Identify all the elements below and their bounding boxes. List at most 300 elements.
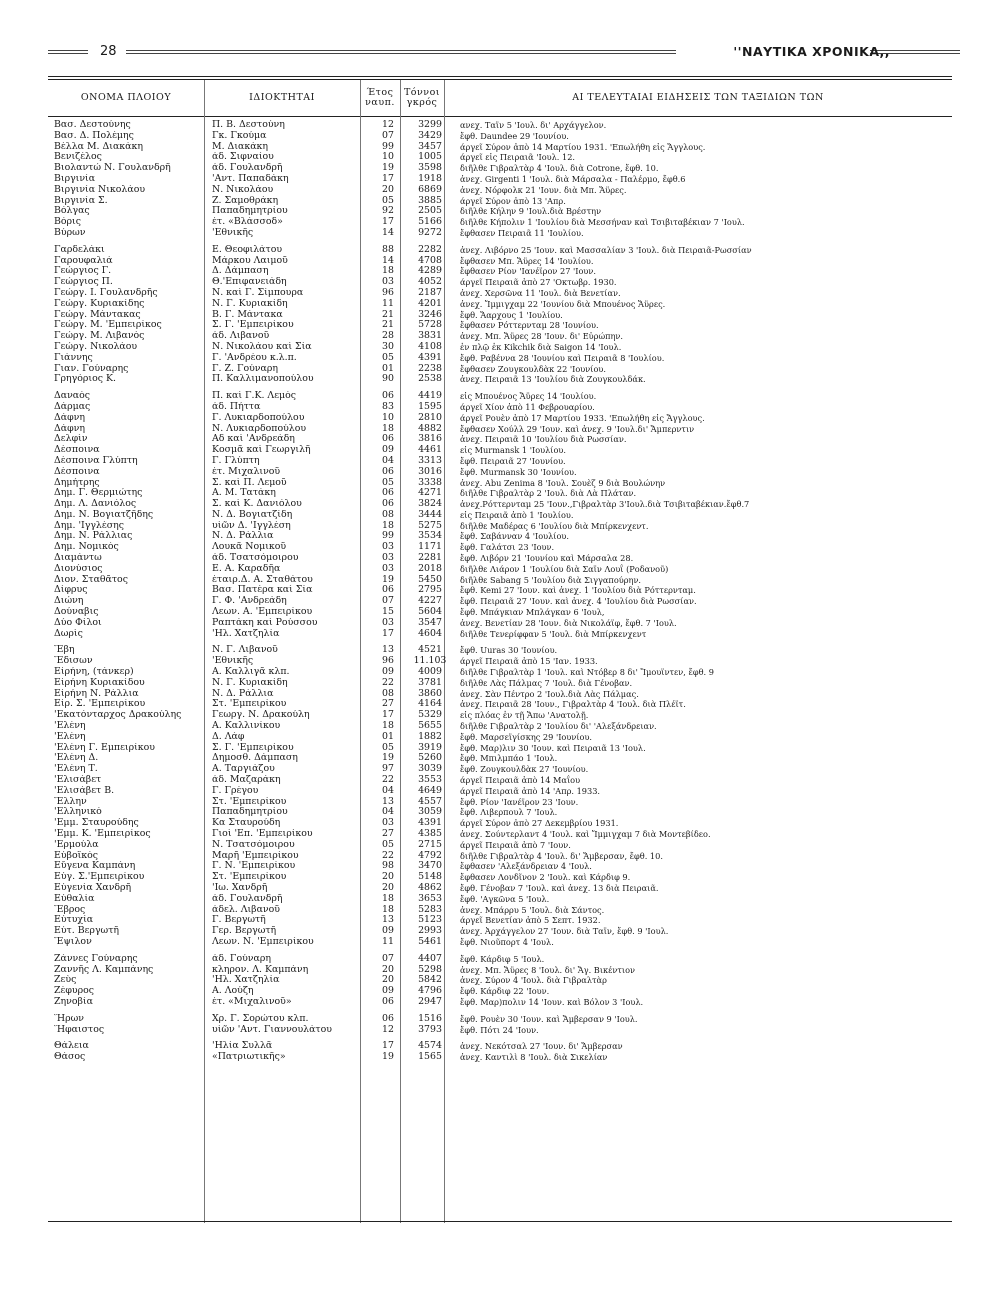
gross-tons: 2238 (418, 363, 442, 374)
table-row (52, 997, 952, 1008)
table-row (52, 656, 952, 667)
table-row (52, 840, 952, 851)
owner: Σ. καὶ Π. Λεμοῦ (212, 477, 287, 488)
ship-name: Δάφνη (54, 423, 85, 434)
latest-news: ἀνεχ. Πειραιᾶ 10 'Ιουλίου διὰ Ρωσσίαν. (460, 434, 627, 445)
gross-tons: 4882 (418, 423, 442, 434)
ship-name: Ἔλλην (54, 796, 87, 807)
latest-news: ἔφθ. Γένοβαν 7 'Ιουλ. καὶ ἀνεχ. 13 διὰ Πειραιᾶ. (460, 882, 659, 893)
latest-news: ἀνεχ. Abu Zenima 8 'Ιουλ. Σουὲζ 9 διὰ Βουλώνην (460, 477, 666, 488)
owner: Ν. Γ. Κυριακίδη (212, 677, 288, 688)
latest-news: διῆλθε Γιβραλτὰρ 4 'Ιουλ. διὰ Cotrone, ἔφθ. 10. (460, 163, 659, 174)
ship-name: Γεώργ. Μ. 'Εμπειρίκος (54, 320, 162, 331)
ship-name: Δημ. Νομικὸς (54, 542, 119, 553)
table-top-rule (48, 76, 952, 77)
owner: ἑταιρ.Δ. Α. Σταθάτου (212, 574, 313, 585)
table-row (52, 986, 952, 997)
gross-tons: 3919 (418, 742, 442, 753)
table-row (52, 206, 952, 217)
latest-news: εἰς Μπουένος Ἄϋρες 14 'Ιουλίου. (460, 391, 597, 402)
ship-name: Εὐβοϊκὸς (54, 850, 99, 861)
latest-news: ἔφθ. Daundee 29 'Ιουνίου. (460, 130, 569, 141)
latest-news: ἔφθασεν Ρίον 'Ιανέϊρον 27 'Ιουν. (460, 266, 596, 277)
year-built: 09 (382, 667, 394, 678)
owner: Λεων. Α. 'Εμπειρίκου (212, 607, 313, 618)
year-built: 06 (382, 1013, 394, 1024)
table-row (52, 764, 952, 775)
owner: Π. Καλλιμανοπούλου (212, 374, 314, 385)
latest-news: ἔφθ. Ἄαρχους 1 'Ιουλίου. (460, 309, 563, 320)
latest-news: διῆλθε Γιβραλτὰρ 1 'Ιουλ. καὶ Ντόβερ 8 δι' Ἴμουϊντεν, ἔφθ. 9 (460, 667, 714, 678)
year-built: 19 (382, 1052, 394, 1063)
year-built: 08 (382, 688, 394, 699)
year-built: 21 (382, 320, 394, 331)
ship-name: Δωρὶς (54, 628, 83, 639)
latest-news: άργεῖ Πειραιᾶ ἀπὸ 27 'Οκτωβρ. 1930. (460, 277, 617, 288)
ship-name: Γαρουφαλιά (54, 255, 113, 266)
gross-tons: 3816 (418, 434, 442, 445)
table-row (52, 926, 952, 937)
ship-name: Δέσποινα (54, 466, 100, 477)
table-row (52, 851, 952, 862)
ship-name: Γαρδελάκι (54, 244, 105, 255)
owner: Κα Σταυρούδη (212, 818, 281, 829)
owner: Λουκᾶ Νομικοῦ (212, 542, 287, 553)
header-rule-left (48, 50, 88, 54)
year-built: 11 (382, 298, 394, 309)
year-built: 20 (382, 872, 394, 883)
table-row (52, 142, 952, 153)
ship-name: Εὔγενα Καμπάνη (54, 861, 136, 872)
latest-news: διῆλθε Κήπολιν 1 'Ιουλίου διὰ Μεσσήναν καὶ Τσιβιταβέκιαν 7 'Ιουλ. (460, 217, 745, 228)
owner: Δημοσθ. Δάμπαση (212, 753, 298, 764)
ship-name: 'Ελένη (54, 721, 86, 732)
ship-name: Εὐτυχία (54, 915, 94, 926)
table-row (52, 894, 952, 905)
ship-name: Γιαν. Γούναρης (54, 363, 129, 374)
latest-news: ἔφθ. Πειραιᾶ 27 'Ιουν. καὶ ἀνεχ. 4 'Ιουλίου διὰ Ρωσσίαν. (460, 596, 697, 607)
owner: Γκ. Γκούμα (212, 130, 267, 141)
latest-news: ἀνεχ. Νόρφολκ 21 'Ιουν. διὰ Μπ. Ἄϋρες. (460, 184, 627, 195)
table-row (52, 163, 952, 174)
col-header-name: ΟΝΟΜΑ ΠΛΟΙΟΥ (80, 92, 172, 103)
gross-tons: 1171 (418, 542, 442, 553)
ship-name: Εὐγ. Σ.'Εμπειρίκου (54, 872, 145, 883)
ship-name: Βόλγας (54, 206, 90, 217)
ship-name: Διονύσιος (54, 563, 103, 574)
table-row (52, 915, 952, 926)
table-row (52, 445, 952, 456)
latest-news: ἀνεχ. Girgenti 1 'Ιουλ. διὰ Μάρσαλα - Παλέρμο, ἔφθ.6 (460, 173, 686, 184)
latest-news: ἀνεχ.Ρόττερνταμ 25 'Ιουν.,Γιβραλτὰρ 3'Ιουλ.διὰ Τσιβιταβέκιαν.ἔφθ.7 (460, 499, 750, 510)
ship-name: Ζάννες Γούναρης (54, 953, 138, 964)
table-row (52, 905, 952, 916)
ship-name: Βιργινία Σ. (54, 195, 108, 206)
year-built: 22 (382, 850, 394, 861)
owner: Ραπτάκη καὶ Ρούσσου (212, 617, 318, 628)
year-built: 96 (382, 656, 394, 667)
year-built: 01 (382, 363, 394, 374)
gross-tons: 3457 (418, 141, 442, 152)
owner: Μαρῆ 'Εμπειρίκου (212, 850, 299, 861)
gross-tons: 4391 (418, 818, 442, 829)
table-row (52, 510, 952, 521)
owner: Π. καὶ Γ.Κ. Λεμὸς (212, 391, 297, 402)
year-built: 06 (382, 585, 394, 596)
table-row (52, 786, 952, 797)
table-row (52, 1052, 952, 1063)
ship-name: 'Ελληνικὸ (54, 807, 102, 818)
gross-tons: 3553 (418, 775, 442, 786)
table-row (52, 402, 952, 413)
owner: ἐτ. «Βλάσσοδ» (212, 217, 283, 228)
latest-news: ἔφθ. Murmansk 30 'Ιουνίου. (460, 466, 577, 477)
year-built: 96 (382, 287, 394, 298)
table-row (52, 256, 952, 267)
ship-name: 'Ελισάβετ (54, 775, 102, 786)
gross-tons: 4391 (418, 352, 442, 363)
year-built: 03 (382, 818, 394, 829)
year-built: 20 (382, 882, 394, 893)
owner: ἀδελ. Λιβανοῦ (212, 904, 280, 915)
owner: Στ. 'Εμπειρίκου (212, 872, 287, 883)
gross-tons: 4407 (418, 953, 442, 964)
ship-name: Ἔψιλον (54, 936, 92, 947)
latest-news: διῆλθε Κήλην 9 'Ιουλ.διὰ Βρέστην (460, 206, 602, 217)
table-row (52, 310, 952, 321)
latest-news: άργεῖ Σύρον ἀπὸ 27 Δεκεμβρίου 1931. (460, 818, 619, 829)
gross-tons: 4201 (418, 298, 442, 309)
gross-tons: 3653 (418, 893, 442, 904)
gross-tons: 3429 (418, 130, 442, 141)
gross-tons: 4862 (418, 882, 442, 893)
ship-table-body (52, 120, 952, 1063)
year-built: 07 (382, 130, 394, 141)
owner: Ε. Θεοφιλάτου (212, 244, 283, 255)
gross-tons: 2715 (418, 839, 442, 850)
table-row (52, 689, 952, 700)
gross-tons: 4009 (418, 667, 442, 678)
gross-tons: 2018 (418, 563, 442, 574)
year-built: 05 (382, 195, 394, 206)
table-row (52, 185, 952, 196)
owner: Λεων. Ν. 'Εμπειρίκου (212, 936, 314, 947)
table-row (52, 732, 952, 743)
year-built: 06 (382, 499, 394, 510)
latest-news: ἀνεχ. Μπάρρυ 5 'Ιουλ. διὰ Σάντος. (460, 904, 605, 915)
latest-news: άργεῖ Σύρον ἀπὸ 13 'Απρ. (460, 195, 566, 206)
ship-name: Γεώργ. Ι. Γουλανδρῆς (54, 287, 158, 298)
latest-news: ἀνεχ. Μπ. Ἄϋρες 28 'Ιουν. δι' Εὐρώπην. (460, 331, 624, 342)
latest-news: άργεῖ Βενετίαν ἀπὸ 5 Σεπτ. 1932. (460, 915, 601, 926)
table-row (52, 288, 952, 299)
owner: Ν. Γ. Λιβανοῦ (212, 645, 278, 656)
owner: Παπαδημητρίου (212, 807, 288, 818)
ship-name: Εὐθαλία (54, 893, 95, 904)
gross-tons: 4108 (418, 341, 442, 352)
ship-name: Δημ. Ν. Βογιατζῆδης (54, 509, 154, 520)
owner: Γ. Βεργωτῆ (212, 915, 266, 926)
latest-news: ἀνεχ. Καντιλὶ 8 'Ιουλ. διὰ Σικελίαν (460, 1052, 608, 1063)
gross-tons: 3534 (418, 531, 442, 542)
gross-tons: 5260 (418, 753, 442, 764)
gross-tons: 3059 (418, 807, 442, 818)
table-row (52, 667, 952, 678)
table-row (52, 829, 952, 840)
owner: Γ. Λυκιαρδοπούλου (212, 412, 305, 423)
latest-news: ἔφθ. Μαρσεϊγίσκης 29 'Ιουνίου. (460, 731, 593, 742)
year-built: 18 (382, 904, 394, 915)
ship-name: Γιάννης (54, 352, 93, 363)
gross-tons: 5275 (418, 520, 442, 531)
year-built: 03 (382, 277, 394, 288)
year-built: 07 (382, 953, 394, 964)
latest-news: ἐν πλῷ ἐκ Kikchik διὰ Saigon 14 'Ιουλ. (460, 341, 622, 352)
table-row (52, 678, 952, 689)
year-built: 05 (382, 352, 394, 363)
year-built: 06 (382, 488, 394, 499)
table-row (52, 542, 952, 553)
table-row (52, 353, 952, 364)
latest-news: ἔφθ. Μπιλμπάο 1 'Ιουλ. (460, 753, 558, 764)
owner: Α. Ταργιάζου (212, 764, 275, 775)
ship-name: 'Εκατόνταρχος Δρακούλης (54, 710, 182, 721)
year-built: 03 (382, 563, 394, 574)
ship-name: Εἰρήνη, (τάνκερ) (54, 667, 134, 678)
latest-news: ἔφθ. Λιβόρν 21 'Ιουνίου καὶ Μάρσαλα 28. (460, 553, 634, 564)
ship-name: Βιργινία (54, 173, 96, 184)
table-bottom-rule (48, 1221, 952, 1222)
owner: Γιοὶ 'Επ. 'Εμπειρίκου (212, 829, 313, 839)
year-built: 03 (382, 553, 394, 564)
gross-tons: 5166 (418, 217, 442, 228)
year-built: 13 (382, 796, 394, 807)
ship-name: 'Ερμούλα (54, 839, 99, 850)
gross-tons: 2538 (418, 374, 442, 385)
latest-news: άργεῖ Πειραιᾶ ἀπὸ 14 'Απρ. 1933. (460, 785, 601, 796)
ship-name: Δαναὸς (54, 391, 91, 402)
owner: Δ. Λάφ (212, 731, 245, 742)
year-built: 30 (382, 341, 394, 352)
owner: Ν. Δ. Ράλλια (212, 531, 274, 542)
ship-name: Δημ. Γ. Θερμιώτης (54, 488, 143, 499)
gross-tons: 5461 (418, 936, 442, 947)
year-built: 06 (382, 391, 394, 402)
gross-tons: 3444 (418, 509, 442, 520)
latest-news: εἰς Πειραιᾶ ἀπὸ 1 'Ιουλίου. (460, 509, 574, 520)
ship-name: Γεώργ. Κυριακίδης (54, 298, 145, 309)
ship-name: Βιργινία Νικολάου (54, 184, 146, 195)
owner: Αδ καὶ 'Ανδρεάδη (212, 434, 295, 445)
gross-tons: 5283 (418, 904, 442, 915)
ship-name: Βόρις (54, 217, 81, 228)
year-built: 05 (382, 477, 394, 488)
year-built: 17 (382, 710, 394, 721)
latest-news: ἀνεχ. Σούντερλαντ 4 'Ιουλ. καὶ Ἴμμιγχαμ 7 διὰ Μοντεβίδεο. (460, 829, 711, 839)
year-built: 21 (382, 309, 394, 320)
gross-tons: 4604 (418, 628, 442, 639)
owner: «Πατριωτικῆς» (212, 1052, 286, 1063)
table-row (52, 553, 952, 564)
year-built: 18 (382, 721, 394, 732)
table-row (52, 797, 952, 808)
owner: Ν. Νικολάου καὶ Σία (212, 341, 312, 352)
year-built: 01 (382, 731, 394, 742)
owner: Ν. Νικολάου (212, 184, 274, 195)
gross-tons: 5123 (418, 915, 442, 926)
table-row (52, 391, 952, 402)
ship-name: Ἔδισων (54, 656, 93, 667)
gross-tons: 2993 (418, 926, 442, 937)
gross-tons: 5298 (418, 964, 442, 975)
gross-tons: 3547 (418, 617, 442, 628)
latest-news: ἔφθ. Κάρδιφ 22 'Ιουν. (460, 986, 550, 997)
gross-tons: 4521 (418, 645, 442, 656)
owner: ἀδ. Γουλανδρῆ (212, 163, 283, 174)
ship-name: Ἔβη (54, 645, 75, 656)
ship-name: Γεώργ. Μ. Λιβανὸς (54, 331, 145, 342)
table-row (52, 299, 952, 310)
table-row (52, 775, 952, 786)
col-header-year: Έτος ναυπ. (365, 87, 395, 108)
ship-name: Δελφὶν (54, 434, 88, 445)
ship-name: Βιολαντώ Ν. Γουλανδρῆ (54, 163, 171, 174)
ship-name: Εἰρήνη Ν. Ράλλια (54, 688, 139, 699)
owner: Βασ. Πατέρα καὶ Σία (212, 585, 313, 596)
owner: 'Εθνικῆς (212, 227, 254, 238)
table-row (52, 721, 952, 732)
table-row (52, 699, 952, 710)
ship-name: Ζέφυρος (54, 986, 95, 997)
latest-news: διῆλθε Λιάρον 1 'Ιουλίου διὰ Σαϊν Λουΐ (Ροδανοῦ) (460, 563, 669, 574)
col-header-tons: Τόννοι γκρός (403, 87, 441, 108)
owner: ἀδ. Λιβανοῦ (212, 331, 270, 342)
owner: Ζ. Σαμοθράκη (212, 195, 279, 206)
year-built: 17 (382, 1041, 394, 1052)
table-row (52, 499, 952, 510)
year-built: 09 (382, 986, 394, 997)
table-row (52, 975, 952, 986)
year-built: 05 (382, 742, 394, 753)
owner: Παπαδημητρίου (212, 206, 288, 217)
owner: Σ. Γ. 'Εμπειρίκου (212, 320, 294, 331)
table-row (52, 456, 952, 467)
gross-tons: 3246 (418, 309, 442, 320)
owner: υἱῶν 'Αντ. Γιαννουλάτου (212, 1024, 332, 1035)
latest-news: διῆλθε Τενερίφφαν 5 'Ιουλ. διὰ Μπίρκενχεντ (460, 628, 647, 639)
ship-name: Δάφνη (54, 412, 85, 423)
latest-news: ἔφθ. Μαρ)πολιν 14 'Ιουν. καὶ Βόλον 3 'Ιουλ. (460, 996, 644, 1007)
table-row (52, 374, 952, 385)
year-built: 13 (382, 645, 394, 656)
year-built: 11 (382, 936, 394, 947)
ship-name: Ἥρων (54, 1013, 84, 1024)
ship-name: Δύο Φίλοι (54, 617, 102, 628)
ship-name: Δημ. Λ. Δανιόλος (54, 499, 137, 510)
owner: Μ. Διακάκη (212, 141, 269, 152)
year-built: 97 (382, 764, 394, 775)
latest-news: ἔφθ. Ρίον 'Ιανέϊρον 23 'Ιουν. (460, 796, 579, 807)
gross-tons: 11.103 (413, 656, 447, 667)
table-row (52, 413, 952, 424)
year-built: 03 (382, 617, 394, 628)
table-row (52, 331, 952, 342)
year-built: 22 (382, 677, 394, 688)
gross-tons: 5842 (418, 975, 442, 986)
year-built: 22 (382, 775, 394, 786)
owner: Ν. Δ. Ράλλια (212, 688, 274, 699)
latest-news: άργεῖ Πειραιᾶ ἀπὸ 7 'Ιουν. (460, 839, 571, 850)
ship-name: Δημ. Ν. Ράλλιας (54, 531, 133, 542)
latest-news: ἀνεχ. Σύρον 4 'Ιουλ. διὰ Γιβραλτὰρ (460, 975, 607, 986)
table-row (52, 618, 952, 629)
latest-news: ἀνεχ. Νεκότσαλ 27 'Ιουν. δι' Ἄμβερσαν (460, 1041, 623, 1052)
ship-name: Ἥφαιστος (54, 1024, 105, 1035)
owner: Α. Λούζη (212, 986, 254, 997)
gross-tons: 3793 (418, 1024, 442, 1035)
latest-news: διῆλθε Μαδέρας 6 'Ιουλίου διὰ Μπίρκενχεντ. (460, 520, 649, 531)
table-row (52, 228, 952, 239)
owner: ἐτ. Μιχαλινοῦ (212, 466, 281, 477)
latest-news: άργεῖ Χίον ἀπὸ 11 Φεβρουαρίου. (460, 401, 595, 412)
ship-name: Δημήτρης (54, 477, 100, 488)
ship-name: 'Εμμ. Κ. 'Εμπειρίκος (54, 829, 151, 839)
owner: 'Εθνικῆς (212, 656, 254, 667)
table-row (52, 564, 952, 575)
ship-name: Ἔβρος (54, 904, 86, 915)
gross-tons: 9272 (418, 227, 442, 238)
latest-news: ἔφθασεν 'Αλεξάνδρειαν 4 'Ιουλ. (460, 861, 592, 872)
table-row (52, 596, 952, 607)
owner: Ν. Τσατσόμοιρου (212, 839, 295, 850)
owner: Ν. Λυκιαρδοπούλου (212, 423, 307, 434)
col-header-owner: ΙΔΙΟΚΤΗΤΑΙ (249, 92, 315, 103)
latest-news: ἔφθ. Νιοῦπορτ 4 'Ιουλ. (460, 936, 554, 947)
latest-news: ἔφθ. Ραβέννα 28 'Ιουνίου καὶ Πειραιᾶ 8 'Ιουλίου. (460, 352, 665, 363)
owner: Σ. καὶ Κ. Δανιόλου (212, 499, 302, 510)
ship-name: Βύρων (54, 227, 86, 238)
ship-name: Γεώργ. Νικολάου (54, 341, 138, 352)
table-row (52, 364, 952, 375)
year-built: 06 (382, 996, 394, 1007)
gross-tons: 3831 (418, 331, 442, 342)
gross-tons: 2810 (418, 412, 442, 423)
owner: ἀδ. Γουλανδρῆ (212, 893, 283, 904)
year-built: 27 (382, 829, 394, 839)
owner: ἀδ. Μαζαράκη (212, 775, 281, 786)
gross-tons: 5148 (418, 872, 442, 883)
year-built: 08 (382, 509, 394, 520)
gross-tons: 3860 (418, 688, 442, 699)
year-built: 28 (382, 331, 394, 342)
year-built: 20 (382, 975, 394, 986)
year-built: 09 (382, 926, 394, 937)
table-row (52, 1014, 952, 1025)
table-row (52, 753, 952, 764)
ship-name: Βέλλα Μ. Διακάκη (54, 141, 143, 152)
gross-tons: 1516 (418, 1013, 442, 1024)
owner: Γ. 'Ανδρέου κ.λ.π. (212, 352, 297, 363)
owner: 'Αντ. Παπαδάκη (212, 173, 289, 184)
year-built: 92 (382, 206, 394, 217)
gross-tons: 4164 (418, 699, 442, 710)
latest-news: ἔφθ. Σαβάνναν 4 'Ιουλίου. (460, 531, 570, 542)
owner: Στ. 'Εμπειρίκου (212, 699, 287, 710)
latest-news: ἔφθ. 'Αγκῶνα 5 'Ιουλ. (460, 893, 550, 904)
year-built: 19 (382, 574, 394, 585)
table-row (52, 710, 952, 721)
gross-tons: 4792 (418, 850, 442, 861)
